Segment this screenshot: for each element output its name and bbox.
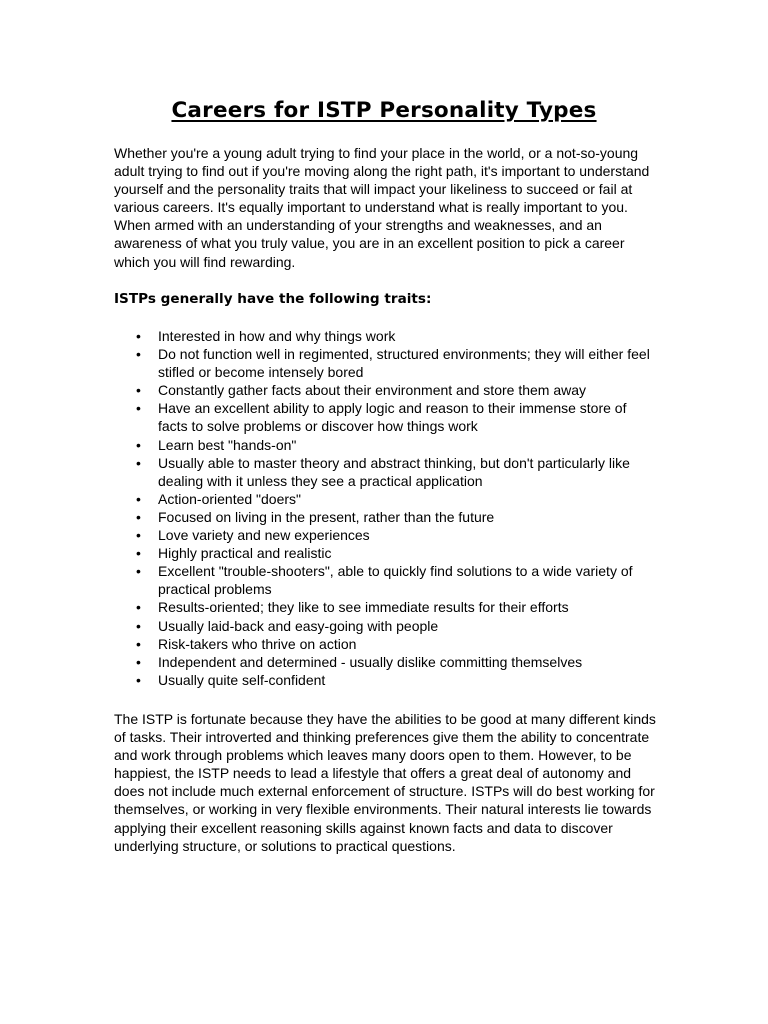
bullet-icon: • xyxy=(136,545,141,562)
list-item-text: Love variety and new experiences xyxy=(158,527,370,544)
list-item xyxy=(114,436,659,454)
bullet-icon: • xyxy=(136,382,141,399)
list-item-text: Usually able to master theory and abstract thinking, but don't particularly like dealing with it unless they see a practical application xyxy=(158,454,630,489)
list-item-text: Focused on living in the present, rather than the future xyxy=(158,508,495,525)
bullet-icon: • xyxy=(136,527,141,544)
bullet-icon: • xyxy=(136,635,141,652)
bullet-icon: • xyxy=(136,671,141,688)
list-item xyxy=(114,399,659,435)
list-item xyxy=(114,635,659,653)
list-item xyxy=(114,454,659,490)
list-item xyxy=(114,327,659,345)
bullet-icon: • xyxy=(136,454,141,471)
list-item-text: Excellent "trouble-shooters", able to quickly find solutions to a wide variety of practical problems xyxy=(158,563,633,598)
list-item-text: Usually laid-back and easy-going with people xyxy=(158,617,439,634)
list-item-text: Independent and determined - usually dislike committing themselves xyxy=(158,653,583,670)
list-item xyxy=(114,544,659,562)
list-item xyxy=(114,598,659,616)
intro-paragraph: Whether you're a young adult trying to find your place in the world, or a not-so-young adult trying to find out if you're moving along the right path, it's important to understand yourself and the personality traits that will impact your likeliness to succeed or fail at various careers. It's equally important to understand what is really important to you. When armed with an understanding of your strengths and weaknesses, and an awareness of what you truly value, you are in an excellent position to pick a career which you will find rewarding. xyxy=(114,145,650,270)
bullet-icon: • xyxy=(136,508,141,525)
list-item xyxy=(114,617,659,635)
bullet-icon: • xyxy=(136,400,141,417)
list-item-text: Risk-takers who thrive on action xyxy=(158,635,357,652)
list-item-text: Have an excellent ability to apply logic and reason to their immense store of facts to solve problems or discover how things work xyxy=(158,400,627,435)
list-item xyxy=(114,345,659,381)
list-item-text: Interested in how and why things work xyxy=(158,328,396,344)
list-item-text: Highly practical and realistic xyxy=(158,545,332,562)
list-item-text: Constantly gather facts about their environment and store them away xyxy=(158,382,587,399)
traits-heading: ISTPs generally have the following traits: xyxy=(114,291,432,307)
list-item xyxy=(114,508,659,526)
list-item-text: Learn best "hands-on" xyxy=(158,436,297,453)
list-item-text: Action-oriented "doers" xyxy=(158,490,302,507)
closing-paragraph: The ISTP is fortunate because they have the abilities to be good at many different kinds of tasks. Their introverted and thinking preferences give them the ability to concentrate and work through problems which leaves many doors open to them. However, to be happiest, the ISTP needs to lead a lifestyle that offers a great deal of autonomy and does not include much external enforcement of structure. ISTPs will do best working for themselves, or working in very flexible environments. Their natural interests lie towards applying their excellent reasoning skills against known facts and data to discover underlying structure, or solutions to practical questions. xyxy=(114,711,656,854)
list-item xyxy=(114,653,659,671)
list-item xyxy=(114,381,659,399)
list-item xyxy=(114,671,659,689)
list-item-text: Usually quite self-confident xyxy=(158,671,326,688)
list-item xyxy=(114,526,659,544)
bullet-icon: • xyxy=(136,653,141,670)
list-item xyxy=(114,490,659,508)
bullet-icon: • xyxy=(136,346,141,363)
bullet-icon: • xyxy=(136,599,141,616)
bullet-icon: • xyxy=(136,617,141,634)
bullet-icon: • xyxy=(136,436,141,453)
bullet-icon: • xyxy=(136,490,141,507)
page-title: Careers for ISTP Personality Types xyxy=(171,98,597,123)
traits-list xyxy=(114,327,659,689)
list-item-text: Do not function well in regimented, structured environments; they will either feel stifled or become intensely bored xyxy=(158,346,650,381)
bullet-icon: • xyxy=(136,563,141,580)
list-item-text: Results-oriented; they like to see immediate results for their efforts xyxy=(158,599,569,616)
list-item xyxy=(114,562,659,598)
bullet-icon: • xyxy=(136,328,141,344)
